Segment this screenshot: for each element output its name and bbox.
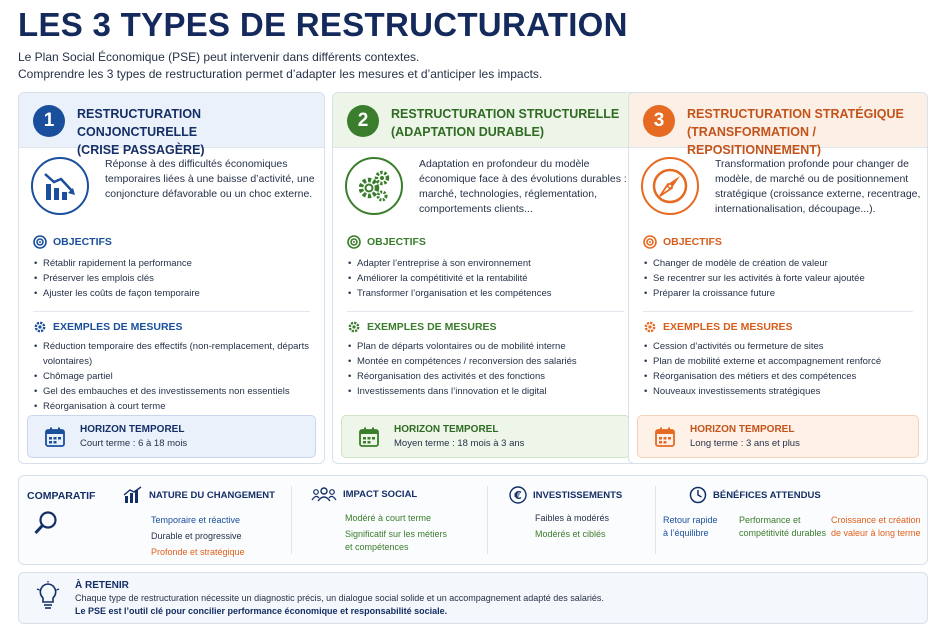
- people-icon: [311, 486, 337, 502]
- column-title: NATURE DU CHANGEMENT: [123, 486, 275, 504]
- card-title-line-2: (TRANSFORMATION / REPOSITIONNEMENT): [687, 125, 822, 157]
- gear-icon: [33, 320, 47, 334]
- comparatif-benefices: [663, 476, 925, 564]
- measures-heading: [643, 320, 793, 334]
- list-item: • Cession d’activités ou fermeture de sites: [643, 339, 923, 354]
- clock-icon: [689, 486, 707, 504]
- card-number: 3: [643, 105, 675, 137]
- value-text: Temporaire et réactive: [151, 515, 241, 525]
- calendar-icon: [358, 426, 380, 448]
- list-item: • Réorganisation des métiers et des compétences: [643, 369, 923, 384]
- retenir-line-1: Chaque type de restructuration nécessite un diagnostic précis, un dialogue social solide et un accompagnement adapté des salariés.: [75, 593, 604, 603]
- list-item: • Chômage partiel: [33, 369, 313, 384]
- objectives-label: OBJECTIFS: [367, 236, 426, 248]
- divider: [487, 486, 488, 554]
- divider: [347, 311, 624, 312]
- value-text: Significatif sur les métiers: [345, 529, 448, 539]
- list-item: • Réorganisation à court terme: [33, 399, 313, 414]
- list-item: • Investissements dans l’innovation et le digital: [347, 384, 627, 399]
- value-text: Durable et progressive: [151, 531, 242, 541]
- list-item: • Plan de départs volontaires ou de mobilité interne: [347, 339, 627, 354]
- measures-heading: [33, 320, 183, 334]
- column-title: BÉNÉFICES ATTENDUS: [689, 486, 821, 504]
- list-item: • Préserver les emplois clés: [33, 271, 313, 286]
- horizon-label: HORIZON TEMPOREL: [394, 423, 499, 435]
- retenir-line-2: Le PSE est l’outil clé pour concilier performance économique et responsabilité sociale.: [75, 606, 448, 616]
- divider: [291, 486, 292, 554]
- gear-icon: [347, 320, 361, 334]
- card-title-line-1: RESTRUCTURATION CONJONCTURELLE: [77, 107, 202, 139]
- horizon-box: [27, 415, 316, 458]
- list-item: • Changer de modèle de création de valeur: [643, 256, 923, 271]
- list-item: • Montée en compétences / reconversion des salariés: [347, 354, 627, 369]
- list-item: • Se recentrer sur les activités à forte valeur ajoutée: [643, 271, 923, 286]
- card-description: Réponse à des difficultés économiques temporaires liées à une baisse d’activité, une conjoncture défavorable ou un choc externe.: [105, 158, 315, 200]
- horizon-label: HORIZON TEMPOREL: [80, 423, 185, 435]
- horizon-value: Court terme : 6 à 18 mois: [80, 437, 188, 449]
- card-title: [391, 105, 619, 141]
- a-retenir-panel: [18, 572, 928, 624]
- list-item: • Plan de mobilité externe et accompagnement renforcé: [643, 354, 923, 369]
- list-item: • Réorganisation des activités et des fonctions: [347, 369, 627, 384]
- list-item: • Transformer l’organisation et les compétences: [347, 286, 627, 301]
- card-number: 1: [33, 105, 65, 137]
- target-icon: [347, 235, 361, 249]
- bar-chart-icon: [123, 486, 143, 504]
- objectives-list: [643, 256, 923, 301]
- divider: [655, 486, 656, 554]
- calendar-icon: [654, 426, 676, 448]
- list-item: • Réduction temporaire des effectifs (non-remplacement, départs volontaires): [33, 339, 313, 369]
- card-title-line-1: RESTRUCTURATION STRUCTURELLE: [391, 107, 620, 121]
- value-text: Performance et: [739, 515, 801, 525]
- measures-label: EXEMPLES DE MESURES: [367, 321, 497, 333]
- objectives-heading: [643, 235, 722, 249]
- card-header: [19, 93, 324, 157]
- list-item: • Rétablir rapidement la performance: [33, 256, 313, 271]
- intro-text: [18, 49, 542, 83]
- card-title-line-2: (CRISE PASSAGÈRE): [77, 143, 205, 157]
- value-text: et compétences: [345, 542, 409, 552]
- divider: [33, 311, 310, 312]
- objectives-heading: [33, 235, 112, 249]
- card-description: Adaptation en profondeur du modèle économique face à des évolutions durables : marché, technologies, réglementation, comportements clients...: [419, 158, 627, 215]
- column-title: € INVESTISSEMENTS: [509, 486, 622, 504]
- magnifier-icon: [33, 510, 59, 541]
- gear-icon: [643, 320, 657, 334]
- objectives-label: OBJECTIFS: [663, 236, 722, 248]
- lightbulb-icon: [35, 581, 61, 620]
- list-item: • Gel des embauches et des investissements non essentiels: [33, 384, 313, 399]
- euro-icon: [509, 486, 527, 504]
- compass-icon: [641, 157, 699, 215]
- card-header: [333, 93, 638, 148]
- value-text: Profonde et stratégique: [151, 547, 245, 557]
- horizon-label: HORIZON TEMPOREL: [690, 423, 795, 435]
- intro-line-2: Comprendre les 3 types de restructuration permet d’adapter les mesures et d’anticiper les impacts.: [18, 67, 543, 81]
- list-item: • Nouveaux investissements stratégiques: [643, 384, 923, 399]
- card-header: [629, 93, 927, 157]
- value-text: compétitivité durables: [739, 528, 827, 538]
- measures-list: [643, 339, 923, 399]
- comparatif-impact: [311, 476, 481, 564]
- intro-line-1: Le Plan Social Économique (PSE) peut intervenir dans différents contextes.: [18, 50, 420, 64]
- measures-label: EXEMPLES DE MESURES: [663, 321, 793, 333]
- card-structurelle: [332, 92, 639, 464]
- card-title: [687, 105, 927, 159]
- target-icon: [33, 235, 47, 249]
- comparatif-panel: [18, 475, 928, 565]
- svg-text:€: €: [514, 489, 522, 502]
- card-title-line-1: RESTRUCTURATION STRATÉGIQUE: [687, 107, 904, 121]
- horizon-value: Moyen terme : 18 mois à 3 ans: [394, 437, 525, 449]
- measures-label: EXEMPLES DE MESURES: [53, 321, 183, 333]
- card-strategique: [628, 92, 928, 464]
- objectives-list: [33, 256, 313, 301]
- value-text: Faibles à modérés: [535, 513, 610, 523]
- card-number: 2: [347, 105, 379, 137]
- column-title: IMPACT SOCIAL: [311, 486, 417, 502]
- declining-chart-icon: [31, 157, 89, 215]
- card-title-line-2: (ADAPTATION DURABLE): [391, 125, 544, 139]
- card-title: [77, 105, 324, 159]
- horizon-box: [341, 415, 630, 458]
- objectives-heading: [347, 235, 426, 249]
- value-text: Modérés et ciblés: [535, 529, 606, 539]
- measures-list: [347, 339, 627, 399]
- value-text: Modéré à court terme: [345, 513, 432, 523]
- measures-heading: [347, 320, 497, 334]
- comparatif-investissements: [509, 476, 659, 564]
- gears-icon: [345, 157, 403, 215]
- comparatif-nature: [123, 476, 293, 564]
- list-item: • Améliorer la compétitivité et la rentabilité: [347, 271, 627, 286]
- list-item: • Ajuster les coûts de façon temporaire: [33, 286, 313, 301]
- list-item: • Préparer la croissance future: [643, 286, 923, 301]
- value-text: à l’équilibre: [663, 528, 709, 538]
- page-title: LES 3 TYPES DE RESTRUCTURATION: [18, 6, 628, 43]
- list-item: • Adapter l’entreprise à son environnement: [347, 256, 627, 271]
- divider: [643, 311, 913, 312]
- calendar-icon: [44, 426, 66, 448]
- target-icon: [643, 235, 657, 249]
- value-text: Retour rapide: [663, 515, 718, 525]
- value-text: de valeur à long terme: [831, 528, 921, 538]
- measures-list: [33, 339, 313, 414]
- value-text: Croissance et création: [831, 515, 921, 525]
- card-conjoncturelle: [18, 92, 325, 464]
- card-description: Transformation profonde pour changer de modèle, de marché ou de positionnement stratégique (croissance externe, recentrage, internationalisation, découpage...).: [715, 158, 921, 215]
- comparatif-label: COMPARATIF: [27, 490, 96, 502]
- retenir-title: À RETENIR: [75, 580, 129, 591]
- horizon-box: [637, 415, 919, 458]
- horizon-value: Long terme : 3 ans et plus: [690, 437, 800, 449]
- objectives-list: [347, 256, 627, 301]
- objectives-label: OBJECTIFS: [53, 236, 112, 248]
